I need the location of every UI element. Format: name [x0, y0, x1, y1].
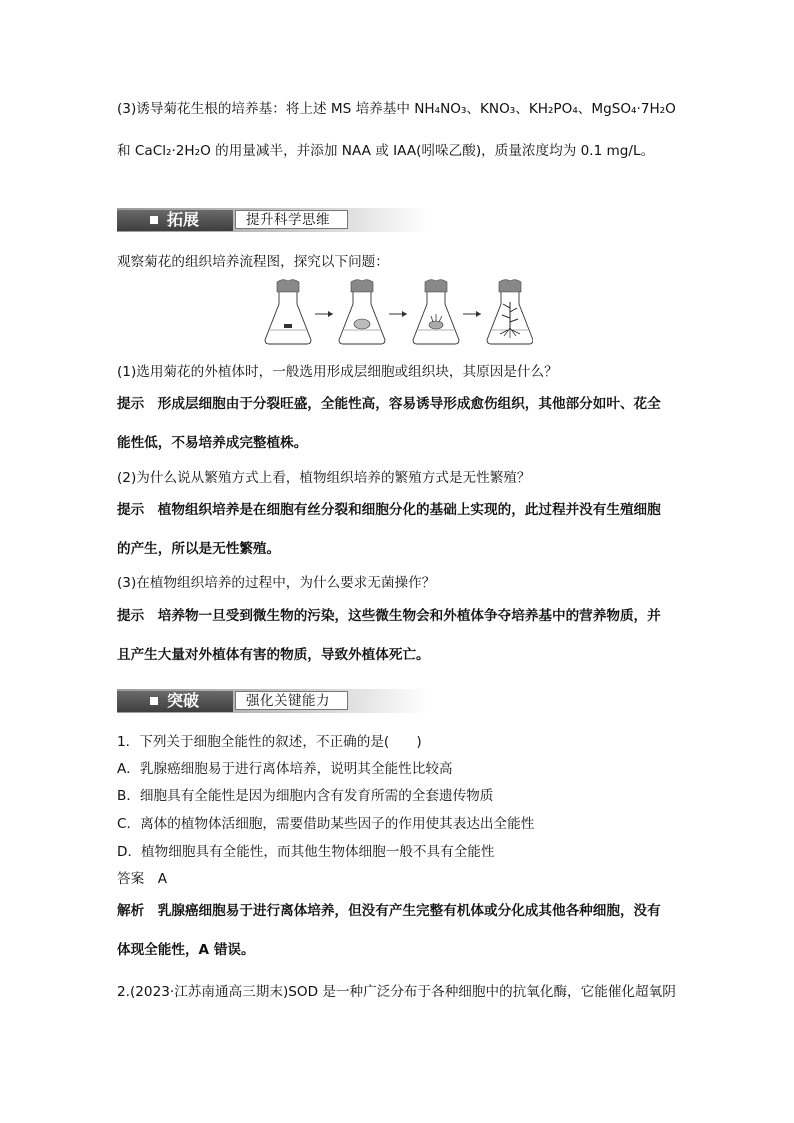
option-a: A．乳腺癌细胞易于进行离体培养，说明其全能性比较高 [117, 761, 453, 777]
tuozhan-intro: 观察菊花的组织培养流程图，探究以下问题： [117, 254, 389, 270]
flask-1 [265, 280, 311, 344]
tuozhan-a1-line2: 能性低，不易培养成完整植株。 [117, 435, 308, 451]
question-1-stem: 1．下列关于细胞全能性的叙述，不正确的是( ) [117, 734, 422, 750]
option-d: D．植物细胞具有全能性，而其他生物体细胞一般不具有全能性 [117, 844, 495, 860]
tuozhan-a3-line2: 且产生大量对外植体有害的物质，导致外植体死亡。 [117, 647, 430, 663]
question-2-stem: 2.(2023·江苏南通高三期末)SOD 是一种广泛分布于各种细胞中的抗氧化酶，它能催化超氧阴 [117, 984, 676, 1000]
tuozhan-q2: (2)为什么说从繁殖方式上看，植物组织培养的繁殖方式是无性繁殖？ [117, 470, 531, 486]
tuozhan-q3: (3)在植物组织培养的过程中，为什么要求无菌操作？ [117, 575, 436, 591]
section-subtitle: 强化关键能力 [246, 693, 330, 709]
tuozhan-a2-line2: 的产生，所以是无性繁殖。 [117, 541, 281, 557]
section-subtitle: 提升科学思维 [246, 212, 330, 228]
answer: 答案 A [117, 871, 168, 887]
section-header-tuozhan [117, 208, 429, 232]
option-b: B．细胞具有全能性是因为细胞内含有发育所需的全套遗传物质 [117, 788, 494, 804]
para3-line2: 和 CaCl₂·2H₂O 的用量减半，并添加 NAA 或 IAA(吲哚乙酸)，质量浓度均为 0.1 mg/L。 [117, 143, 655, 159]
tuozhan-a1-line1: 提示 形成层细胞由于分裂旺盛，全能性高，容易诱导形成愈伤组织，其他部分如叶、花全 [117, 396, 661, 412]
tuozhan-a2-line1: 提示 植物组织培养是在细胞有丝分裂和细胞分化的基础上实现的，此过程并没有生殖细胞 [117, 502, 661, 518]
analysis-line1: 解析 乳腺癌细胞易于进行离体培养，但没有产生完整有机体或分化成其他各种细胞，没有 [117, 903, 661, 919]
section-title: 突破 [167, 691, 200, 710]
flask-3 [413, 280, 459, 344]
para3-line1: (3)诱导菊花生根的培养基：将上述 MS 培养基中 NH₄NO₃、KNO₃、KH₂PO₄、MgSO₄·7H₂O [117, 101, 676, 117]
tuozhan-a3-line1: 提示 培养物一旦受到微生物的污染，这些微生物会和外植体争夺培养基中的营养物质，并 [117, 608, 661, 624]
tuozhan-q1: (1)选用菊花的外植体时，一般选用形成层细胞或组织块，其原因是什么？ [117, 364, 558, 380]
flask-2 [339, 280, 385, 344]
header-square-icon [150, 216, 158, 224]
flask-4 [487, 280, 533, 344]
section-title: 拓展 [167, 210, 200, 229]
analysis-line2: 体现全能性，A 错误。 [117, 942, 255, 958]
header-square-icon [150, 697, 158, 705]
option-c: C．离体的植物体活细胞，需要借助某些因子的作用使其表达出全能性 [117, 816, 535, 832]
section-header-tupo [117, 689, 429, 713]
tissue-culture-flow-diagram [263, 278, 533, 348]
